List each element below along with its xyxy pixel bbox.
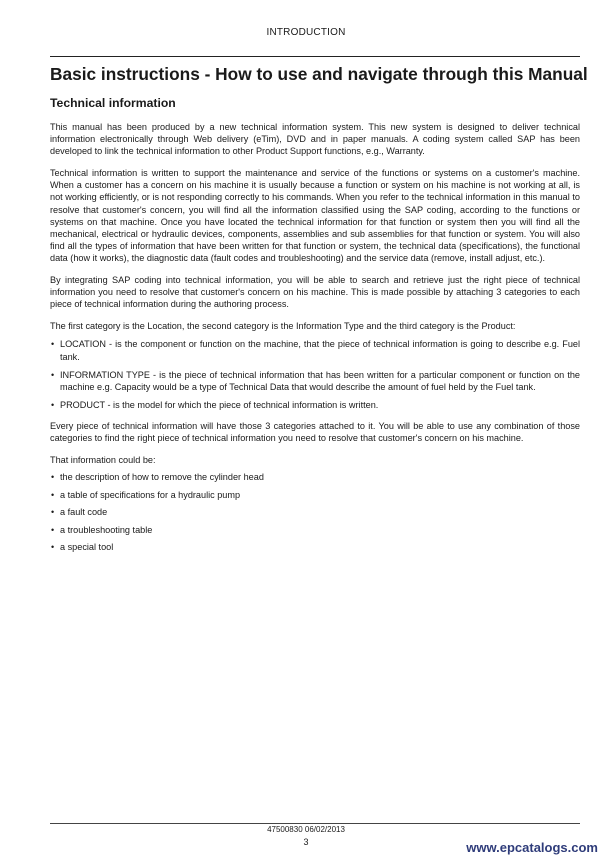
watermark: www.epcatalogs.com [466,840,598,855]
example-list [50,471,580,553]
paragraph: Every piece of technical information will have those 3 categories attached to it. You will be able to use any combination of those categories to find the right piece of technical information you need to resolve that customer's concern on his machine. [50,420,580,443]
bullet-icon: • [51,489,55,500]
list-item [50,524,580,536]
footer-divider [50,823,580,824]
paragraph: The first category is the Location, the second category is the Information Type and the third category is the Product: [50,321,516,332]
list-item-text: a troubleshooting table [60,524,153,535]
list-item-text: a fault code [60,507,108,518]
bullet-icon: • [51,542,55,553]
list-item [50,506,580,518]
list-item [50,369,580,393]
bullet-icon: • [51,507,55,518]
list-item-text: a table of specifications for a hydraulic pump [60,489,241,500]
list-item-text: LOCATION - is the component or function on the machine, that the piece of technical information is going to describe e.g. Fuel tank. [60,339,580,362]
bullet-icon: • [51,472,55,483]
body-content [50,121,580,562]
list-item [50,541,580,553]
page-number: 3 [303,837,309,847]
paragraph: By integrating SAP coding into technical information, you will be able to search and retrieve just the right piece of technical information you need to resolve that customer's concern on his machine. This is made possible by attaching 3 categories to each piece of technical information during the authoring process. [50,275,580,310]
running-header: INTRODUCTION [266,27,346,38]
bullet-icon: • [51,369,55,380]
list-item [50,471,580,483]
page-title: Basic instructions - How to use and navigate through this Manual [50,64,588,84]
paragraph: That information could be: [50,455,156,466]
bullet-icon: • [51,399,55,410]
category-list [50,338,580,410]
list-item [50,399,580,411]
list-item [50,338,580,362]
document-code: 47500830 06/02/2013 [267,825,345,834]
bullet-icon: • [51,524,55,535]
list-item-text: INFORMATION TYPE - is the piece of technical information that has been written for a particular component or function on the machine e.g. Capacity would be a type of Technical Data that would describe the amount of fuel held by the Fuel tank. [60,369,580,392]
section-heading: Technical information [50,96,176,110]
header-divider [50,56,580,57]
paragraph: Technical information is written to support the maintenance and service of the functions or systems on a customer's machine. When a customer has a concern on his machine it is usually because a function or system on his machine is not working at all, is not working efficiently, or is not responding correctly to his commands. When you refer to the technical information in this manual to resolve that customer's concern, you will find all the information classified using the SAP coding, according to the functions or systems on that machine. Once you have located the technical information for that function or system then you will find all the mechanical, electrical or hydraulic devices, components, assemblies and sub assemblies for that function or system. You will also find all the types of information that have been written for that function or system, the technical data (specifications), the functional data (how it works), the diagnostic data (fault codes and troubleshooting) and the service data (remove, install adjust, etc.). [50,168,580,263]
list-item-text: a special tool [60,542,114,553]
list-item-text: the description of how to remove the cylinder head [60,472,264,483]
list-item [50,489,580,501]
paragraph: This manual has been produced by a new technical information system. This new system is designed to deliver technical information electronically through Web delivery (eTim), DVD and in paper manuals. A coding system called SAP has been developed to link the technical information to other Product Support functions, e.g., Warranty. [50,122,580,157]
list-item-text: PRODUCT - is the model for which the piece of technical information is written. [60,399,379,410]
bullet-icon: • [51,339,55,350]
